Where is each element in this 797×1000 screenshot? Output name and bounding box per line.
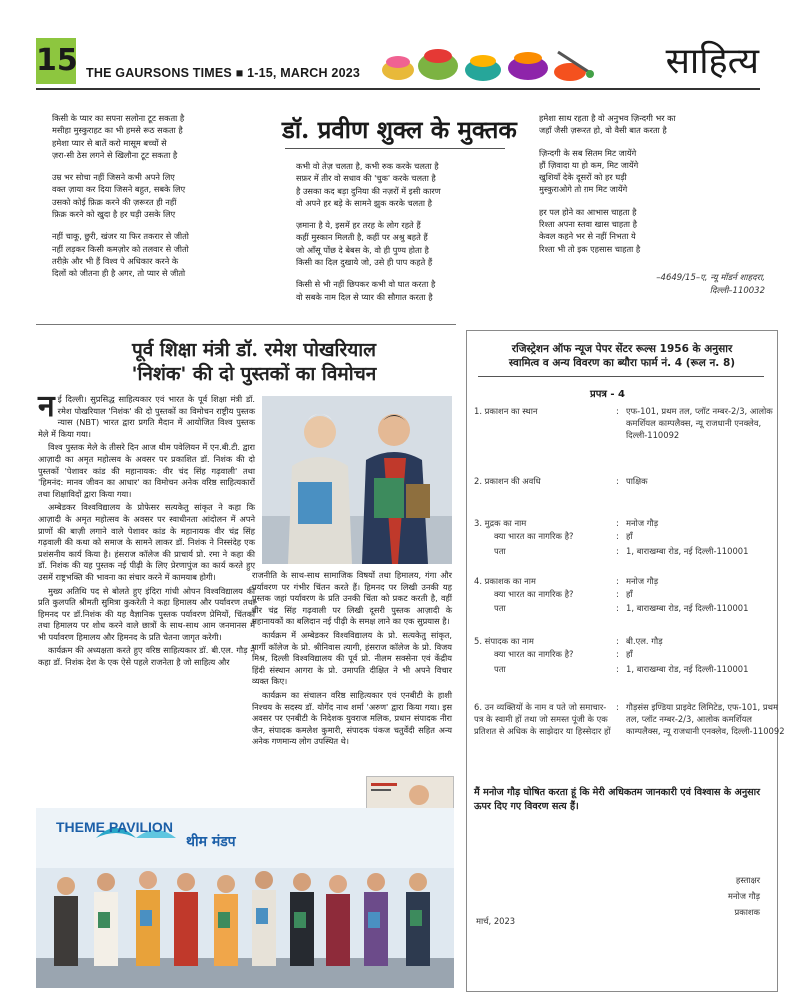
registration-row <box>494 546 774 560</box>
row-value: मनोज गौड़ <box>626 518 659 528</box>
row-value: हाँ <box>626 531 633 541</box>
verse-line: ज़माना है ये, इसमें हर तरह के लोग रहते हैं <box>296 220 421 231</box>
verse-line: केवल कहने भर से नहीं निभता ये <box>539 231 636 242</box>
row-label: क्या भारत का नागरिक है? <box>494 589 574 599</box>
row-value: एफ-101, प्रथम तल, प्लॉट नम्बर-2/3, आलोक कमर्शियल काम्पलैक्स, न्यू राजधानी एनक्लेव, दिल्ली-110092 <box>626 406 773 440</box>
headline-line: पूर्व शिक्षा मंत्री डॉ. रमेश पोखरियाल <box>131 339 377 361</box>
row-colon: : <box>616 476 619 486</box>
row-colon: : <box>616 664 619 674</box>
stanza <box>539 206 769 255</box>
verse-line: हमेशा साथ रहता है वो अनुभव ज़िन्दगी भर का <box>539 113 676 123</box>
registration-divider <box>478 376 764 377</box>
verse-line: हर पल होने का आभास चाहता है <box>539 206 637 217</box>
poet-address <box>580 272 765 298</box>
address-line: –4649/15–ए, न्यू मॉडर्न शाहदरा, <box>656 273 765 283</box>
row-value: पाक्षिक <box>626 476 648 486</box>
book-launch-photo <box>262 396 452 564</box>
row-label: 5. संपादक का नाम <box>474 636 534 646</box>
row-label: 3. मुद्रक का नाम <box>474 518 527 528</box>
registration-row <box>474 518 774 532</box>
verse-line: मुस्कुराओगे तो ग़म मिट जायेंगे <box>539 184 628 195</box>
verse-line: कहीं मुस्कान मिलती है, कहीं पर अश्रु बहते हैं <box>296 232 428 243</box>
row-colon: : <box>616 649 619 659</box>
verse-line: दिलों को जीतना ही है अगर, तो प्यार से जीतो <box>52 268 186 279</box>
stanza <box>539 147 769 196</box>
article-column-1 <box>38 389 255 671</box>
verse-line: हौं ज़िवादा या हो कम, मिट जायेंगे <box>539 159 639 170</box>
stanza <box>296 278 496 303</box>
row-colon: : <box>616 518 619 528</box>
row-colon: : <box>616 589 619 599</box>
verse-line: जो आँसू पोंछ दे बेबस के, वो ही पुण्य होता है <box>296 244 429 255</box>
row-value: 1, बाराखम्बा रोड, नई दिल्ली-110001 <box>626 546 749 556</box>
registration-row <box>494 589 774 603</box>
row-colon: : <box>616 406 619 416</box>
registration-row <box>474 406 774 446</box>
stanza <box>539 112 769 137</box>
row-value: 1, बाराखम्बा रोड, नई दिल्ली-110001 <box>626 603 749 613</box>
verse-line: किसी के प्यार का सपना सलोना टूट सकता है <box>52 113 185 123</box>
row-value: बी.एल. गौड़ <box>626 636 663 646</box>
verse-line: रिश्ता भी तो इक एहसास चाहता है <box>539 243 641 254</box>
verse-line: जहाँ जैसी ज़रूरत हो, वो वैसी बात करता है <box>539 125 667 136</box>
row-value: हाँ <box>626 649 633 659</box>
row-value: गौड़संस इण्डिया प्राइवेट लिमिटेड, एफ-101, प्रथम तल, प्लॉट नम्बर-2/3, आलोक कमर्शियल काम्पलैक्स, न्यू राजधानी एनक्लेव, दिल्ली-110092 <box>626 702 785 736</box>
signature-block <box>650 872 760 920</box>
poem-title: डॉ. प्रवीण शुक्ल के मुक्तक <box>282 115 517 144</box>
verse-line: ज़रा-सी ठेस लगने से खिलौना टूट सकता है <box>52 149 178 160</box>
article-headline <box>54 338 454 386</box>
verse-line: वो अपने हर बड़े के सामने झुक करके चलता है <box>296 197 432 208</box>
registration-row <box>494 531 774 545</box>
registration-row <box>494 664 774 678</box>
article-column-2 <box>252 570 452 750</box>
row-label: 4. प्रकाशक का नाम <box>474 576 536 586</box>
poem-title-underline <box>285 148 505 149</box>
signature-label: हस्ताक्षर <box>735 875 760 885</box>
stanza <box>52 171 262 220</box>
verse-line: सफ़र में तीर वो सधाव की 'चुक' करके चलता है <box>296 173 436 184</box>
registration-row <box>474 636 774 650</box>
verse-line: किसी से भी नहीं छिपकर कभी वो घात करता है <box>296 279 436 290</box>
article-paragraph: मुख्य अतिथि पद से बोलते हुए इंदिरा गांधी ओपन विश्वविद्यालय की प्रति कुलपति श्रीमती सुमित्रा कुकरेती ने कहा हिमालय और पर्यावरण तथा हिमनद पर डॉ.निशंक की यह वैज्ञानिक पुस्तक पर्यावरण प्रेमियों, चिंतकों तथा हिमालय पर शोध करने वाले छात्रों के साथ-साथ आम जनमानस में भी पर्यावरण हिमालय और हिमनद के प्रति चेतना जागृत करेगी। <box>38 585 255 642</box>
verse-line: उम्र भर सोचा नहीं जिसने कभी अपने लिए <box>52 172 175 183</box>
paper-name: THE GAURSONS TIMES ■ 1-15, MARCH 2023 <box>86 66 361 80</box>
article-paragraph: राजनीति के साथ-साथ सामाजिक विषयों तथा हिमालय, गंगा और पर्यावरण पर गंभीर चिंतन करते हैं। हिमनद पर लिखी उनकी यह पुस्तक जहां पर्यावरण के प्रति उनकी चिंता को प्रकट करती है, वहीं वीर चंद्र सिंह गढ़वाली पर लिखी दूसरी पुस्तक आज़ादी के महानायकों का बलिदान नई पीढ़ी के समक्ष लाने का एक सुप्रयास है। <box>252 570 452 627</box>
registration-row <box>494 603 774 617</box>
verse-line: नहीं लड़कर किसी कमज़ोर को तलवार से जीतो <box>52 243 189 254</box>
paragraph-text: ई दिल्ली। सुप्रसिद्ध साहित्यकार एवं भारत के पूर्व शिक्षा मंत्री डॉ. रमेश पोखरियाल 'निशंक' की दो पुस्तकों का विमोचन राष्ट्रीय पुस्तक न्यास (NBT) भारत द्वारा प्रगति मैदान में आयोजित विश्व पुस्तक मेले में किया गया। <box>38 394 255 439</box>
row-colon: : <box>616 702 619 712</box>
row-label: क्या भारत का नागरिक है? <box>494 649 574 659</box>
registration-row <box>474 702 785 762</box>
article-paragraph: कार्यक्रम की अध्यक्षता करते हुए वरिष्ठ साहित्यकार डॉ. बी.एल. गौड़ ने कहा डॉ. निशंक देश के एक ऐसे पहले राजनेता है जो साहित्य और <box>38 645 255 668</box>
registration-title <box>472 342 772 370</box>
row-colon: : <box>616 546 619 556</box>
verse-line: हमेशा प्यार से बातें करो मासूम बच्चों से <box>52 137 167 148</box>
row-label: पता <box>494 546 506 556</box>
row-value: मनोज गौड़ <box>626 576 659 586</box>
row-label: 1. प्रकाशन का स्थान <box>474 406 538 416</box>
group-photo-theme-pavilion <box>36 808 454 988</box>
verse-line: रिश्ता अपना स्तवा खास चाहता है <box>539 219 637 230</box>
row-label: पता <box>494 603 506 613</box>
registration-row <box>474 476 774 490</box>
verse-line: उसको कोई फ़िक्र करने की ज़रूरत ही नहीं <box>52 196 177 207</box>
page-number: 15 <box>36 38 76 84</box>
article-paragraph <box>38 389 255 440</box>
stanza <box>296 219 496 268</box>
verse-line: कभी वो तेज़ चलता है, कभी रुक करके चलता है <box>296 161 439 171</box>
header-divider <box>36 88 760 90</box>
stanza <box>52 230 262 279</box>
address-line: दिल्ली–110032 <box>709 286 765 296</box>
poem-column-right <box>539 112 769 265</box>
drop-cap: न <box>38 389 55 424</box>
section-title: साहित्य <box>665 41 759 82</box>
verse-line: ज़िन्दगी के सब सितम मिट जायेंगे <box>539 147 637 158</box>
stanza <box>296 160 496 209</box>
article-paragraph: अम्बेडकर विश्वविद्यालय के प्रोफेसर सत्यकेतु सांकृत ने कहा कि आज़ादी के अमृत महोत्सव के अवसर पर स्वाधीनता आंदोलन में अपने प्राणों की बाज़ी लगाने वाले पेशावर कांड के महानायक वीर चंद्र सिंह गढ़वाली की कथा को समाज के सामने लाकर डॉ. निशंक ने निस्संदेह एक प्रशंसनीय कार्य किया है। हंसराज कॉलेज की प्राचार्य प्रो. रमा ने कहा की डॉ. निशंक की यह पुस्तक नई पीढ़ी के लिए प्रेरणापुंज का कार्य करते हुए उसमें राष्ट्रभक्ति की भावना का संचार करने में कामयाब होगी। <box>38 502 255 582</box>
row-label: पता <box>494 664 506 674</box>
verse-line: नहीं चाकू, छुरी, खंजर या फिर तकरार से जीतो <box>52 231 189 242</box>
verse-line: मसीहा मुस्कुराहट का भी हमसे रूठ सकता है <box>52 125 183 136</box>
verse-line: वक्त ज़ाया कर दिया जिसने बहुत, सबके लिए <box>52 184 186 195</box>
article-paragraph: कार्यक्रम में अम्बेडकर विश्वविद्यालय के प्रो. सत्यकेतु सांकृत, गार्गी कॉलेज के प्रो. श्रीनिवास त्यागी, हंसराज कॉलेज के प्रो. विजय मिश्र, दिल्ली विश्वविद्यालय की पूर्व प्रो. नीलम सक्सेना एवं केंद्रीय हिंदी संस्थान आगरा के प्रो. उमापति दीक्षित ने भी अपने विचार व्यक्त किए। <box>252 629 452 687</box>
row-colon: : <box>616 531 619 541</box>
row-colon: : <box>616 603 619 613</box>
verse-line: फ़िक्र करने को खुदा है हर घड़ी उसके लिए <box>52 209 176 220</box>
headline-line: 'निशंक' की दो पुस्तकों का विमोचन <box>131 363 377 385</box>
verse-line: खुशियाँ देके दूसरों को हर घड़ी <box>539 172 627 183</box>
banner-text-hindi: थीम मंडप <box>186 834 236 850</box>
row-label: क्या भारत का नागरिक है? <box>494 531 574 541</box>
declaration-text: मैं मनोज गौड़ घोषित करता हूं कि मेरी अधिकतम जानकारी एवं विश्वास के अनुसार ऊपर दिए गए विवरण सत्य हैं। <box>474 787 761 812</box>
verse-line: किसी का दिल दुखाये जो, उसे ही पाप कहते हैं <box>296 257 433 268</box>
verse-line: तरीक़े और भी हैं विश्व पे अधिकार करने के <box>52 255 179 266</box>
poem-column-left <box>52 112 262 290</box>
row-label: 2. प्रकाशन की अवधि <box>474 476 541 486</box>
verse-line: वो सबके नाम दिल से प्यार की सौगात करता है <box>296 291 433 302</box>
row-label: 6. उन व्यक्तियों के नाम व पते जो समाचार-पत्र के स्वामी हों तथा जो समस्त पूंजी के एक प्रतिशत से अधिक के साझेदार या हिस्सेदार हों <box>474 702 611 736</box>
section-divider <box>36 324 456 325</box>
title-line: स्वामित्व व अन्य विवरण का ब्यौरा फार्म नं. 4 (रूल न. 8) <box>508 357 736 369</box>
article-paragraph: विश्व पुस्तक मेले के तीसरे दिन आज थीम पवेलियन में एन.बी.टी. द्वारा आज़ादी का अमृत महोत्सव के अवसर पर प्रकाशित डॉ. निशंक की दो पुस्तकों 'पेशावर कांड की महानायक: वीर चंद सिंह गढ़वाली' तथा 'हिमनंद: मानव जीवन का आधार' का विमोचन अनेक वरिष्ठ साहित्यकारों तथा शिक्षाविदों द्वारा किया गया। <box>38 442 255 499</box>
stanza <box>52 112 262 161</box>
row-colon: : <box>616 636 619 646</box>
poem-column-center <box>296 160 496 313</box>
banner-text: THEME PAVILION <box>56 819 173 835</box>
row-value: 1, बाराखम्बा रोड, नई दिल्ली-110001 <box>626 664 749 674</box>
article-paragraph: कार्यक्रम का संचालन वरिष्ठ साहित्यकार एवं एनबीटी के हाशी निश्चय के सदस्य डॉ. योगेंद नाथ शर्मा 'अरुण' द्वारा किया गया। इस अवसर पर एनबीटी के निदेशक युवराज मलिक, प्रधान संपादक नीरा जैन, संपादक कमलेश कुमारी, संपादक पंकज चतुर्वेदी सहित अन्य अनेक गणमान्य लोग उपस्थित थे। <box>252 689 452 747</box>
row-colon: : <box>616 576 619 586</box>
declaration-date: मार्च, 2023 <box>476 916 516 926</box>
verse-line: है उसका कद बड़ा दुनिया की नज़रों में इसी कारण <box>296 185 441 196</box>
title-line: रजिस्ट्रेशन ऑफ न्यूज पेपर सेंटर रूल्स 1956 के अनुसार <box>511 343 733 355</box>
form-number: प्रपत्र - 4 <box>590 389 625 400</box>
signatory-name: मनोज गौड़ <box>727 891 760 901</box>
holi-color-pots-illustration <box>378 44 598 84</box>
registration-row <box>474 576 774 590</box>
signatory-role: प्रकाशक <box>734 907 760 917</box>
registration-row <box>494 649 774 663</box>
row-value: हाँ <box>626 589 633 599</box>
